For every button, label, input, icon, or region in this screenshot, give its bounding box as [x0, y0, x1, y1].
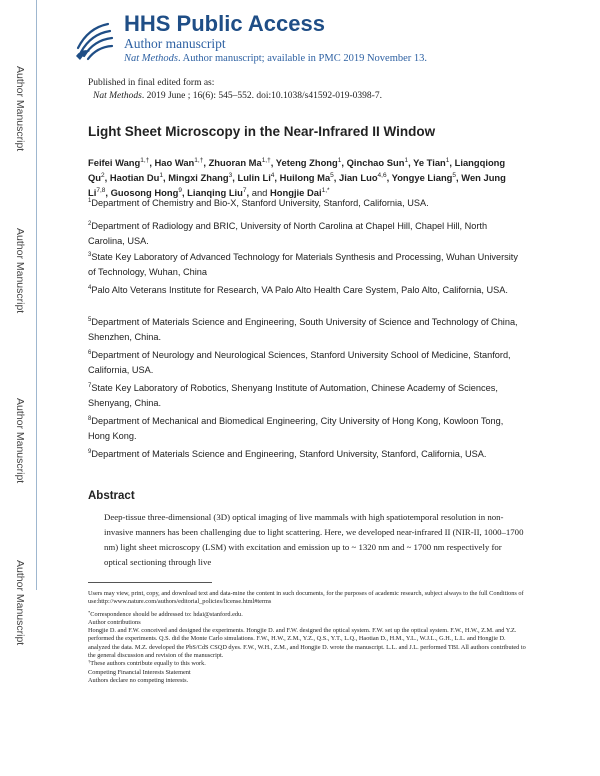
author-name: Guosong Hong — [110, 187, 179, 198]
footnotes — [88, 590, 528, 685]
contributions-text: Hongjie D. and F.W. conceived and designed the experiments. Hongjie D. and F.W. designed the optical system. F.W. set up the optical system. F.W., H.W., Z.M. and Y.Z. performed the experiments. Q.S. did the Monte Carlo simulations. F.W., H.W., Z.M., Y.Z., Q.S., Y.T., L.Q., Haotian D., H.M., Y.L., W.J.L., G.H., L.L. and Hongjie D. analyzed the data. M.Z. developed the PbS/CdS CSQD dyes. F.W., W.H., Z.M., and Hongjie D. wrote the manuscript. L.L. and J.L. performed TBI. All authors contributed to the general discussion and revision of the manuscript. — [88, 627, 526, 660]
hhs-eagle-logo-icon — [72, 18, 116, 62]
author-name: Yeteng Zhong — [275, 157, 338, 168]
affiliation-7 — [88, 381, 518, 411]
author-affiliation-marker: 1 — [445, 157, 450, 164]
affiliation-9 — [88, 447, 518, 462]
correspondence-mark: * — [88, 609, 91, 615]
correspondence-text: Correspondence should be addressed to: hdai@stanford.edu. — [90, 610, 243, 618]
affiliation-6 — [88, 348, 518, 378]
publication-info — [88, 77, 382, 103]
author-affiliation-marker: 7,8 — [96, 187, 106, 194]
abstract-heading: Abstract — [88, 490, 135, 502]
affiliation-number: 1 — [88, 198, 92, 204]
contributions-heading: Author contributions — [88, 618, 141, 626]
footnote-divider — [88, 582, 212, 583]
affiliation-number: 4 — [88, 285, 92, 291]
author-affiliation-marker: 4 — [270, 172, 275, 179]
author-entry — [339, 172, 387, 183]
terms-of-use: Users may view, print, copy, and download text and data-mine the content in such documents, for the purposes of academic research, subject always to the full Conditions of use:http://www.nature.com/authors/editorial_policies/license.html#terms — [88, 590, 524, 606]
author-entry — [276, 157, 342, 168]
author-name: Lianqing Liu — [187, 187, 243, 198]
author-name: Wen Jung Li — [88, 172, 506, 198]
availability-line — [124, 52, 544, 66]
affiliation-text: Department of Materials Science and Engineering, South University of Science and Technology of China, Shenzhen, China. — [88, 317, 518, 342]
author-affiliation-marker: 2 — [101, 172, 105, 179]
author-name: Huilong Ma — [279, 172, 331, 183]
affiliation-4 — [88, 283, 518, 298]
sidebar-author-manuscript-label: Author Manuscript — [14, 228, 26, 314]
author-affiliation-marker: 9 — [178, 187, 182, 194]
affiliation-text: Department of Neurology and Neurological Sciences, Stanford University School of Medicine, Stanford, California, USA. — [88, 350, 511, 375]
author-entry — [168, 172, 232, 183]
competing-interests-text: Authors declare no competing interests. — [88, 676, 189, 684]
competing-interests-heading: Competing Financial Interests Statement — [88, 668, 191, 676]
author-name: Yongye Liang — [391, 172, 453, 183]
author-name: Liangqiong Qu — [88, 157, 506, 183]
sidebar-divider — [36, 0, 37, 590]
author-name: Hao Wan — [154, 157, 195, 168]
author-affiliation-marker: 1,† — [140, 157, 150, 164]
author-affiliation-marker: 5 — [452, 172, 457, 179]
sidebar-author-manuscript-label: Author Manuscript — [14, 560, 26, 646]
affiliation-5 — [88, 315, 518, 345]
sidebar-author-manuscript-label: Author Manuscript — [14, 66, 26, 152]
author-affiliation-marker: 1,† — [261, 157, 271, 164]
author-name: Qinchao Sun — [346, 157, 405, 168]
author-entry — [280, 172, 334, 183]
affiliation-text: State Key Laboratory of Advanced Technology for Materials Synthesis and Processing, Wuhan University of Technology, Wuhan, China — [88, 252, 518, 277]
affiliation-1 — [88, 196, 518, 211]
affiliation-2 — [88, 219, 518, 249]
author-affiliation-marker: 7 — [242, 187, 247, 194]
author-name: Jian Luo — [339, 172, 378, 183]
author-name: Hongjie Dai — [270, 187, 322, 198]
affiliation-text: Palo Alto Veterans Institute for Research, VA Palo Alto Health Care System, Palo Alto, California, USA. — [91, 285, 508, 295]
correspondence-note — [88, 611, 528, 619]
author-name: Ye Tian — [413, 157, 446, 168]
author-name: Haotian Du — [109, 172, 160, 183]
author-entry — [155, 157, 204, 168]
citation-line — [88, 90, 382, 103]
affiliation-number: 6 — [88, 350, 92, 356]
affiliation-text: Department of Radiology and BRIC, University of North Carolina at Chapel Hill, Chapel Hill, North Carolina, USA. — [88, 221, 488, 246]
affiliation-text: Department of Materials Science and Engineering, Stanford University, Stanford, California, USA. — [91, 449, 487, 459]
equal-contribution-text: These authors contribute equally to this work. — [90, 660, 206, 668]
availability-journal: Nat Methods — [124, 53, 178, 64]
affiliation-3 — [88, 250, 518, 280]
author-entry — [392, 172, 456, 183]
affiliation-number: 8 — [88, 416, 92, 422]
author-entry — [347, 157, 408, 168]
article-title: Light Sheet Microscopy in the Near-Infrared II Window — [88, 124, 436, 139]
author-affiliation-marker: 1,† — [194, 157, 204, 164]
affiliation-number: 2 — [88, 221, 92, 227]
equal-contribution-note — [88, 660, 528, 668]
author-affiliation-marker: 1 — [404, 157, 409, 164]
sidebar-author-manuscript-label: Author Manuscript — [14, 398, 26, 484]
author-entry — [110, 172, 163, 183]
author-affiliation-marker: 3 — [228, 172, 233, 179]
author-affiliation-marker: 5 — [330, 172, 334, 179]
abstract-text: Deep-tissue three-dimensional (3D) optical imaging of live mammals with high spatiotemporal resolution in non-invasive manners has been challenging due to light scattering. Here, we developed near-infrared II (NIR-II, 1000–1700 nm) light sheet microscopy (LSM) with excitation and emission up to ~ 1320 nm and ~ 1700 nm respectively for optical sectioning through live — [104, 512, 524, 567]
author-list: Feifei Wang$^{1,\dagger}$, Hao Wan$^{1,\dagger}$, Zhuoran $Ma^{1,\dagger}$, Yeteng Zhong$^1$, Qinchao Sun$^1$, Ye Tian$^1$, Liangqiong Qu$^2$, Haotian Du$^1$, Mingxi Zhang$^3$, Lulin Li$^4$, Huilong Ma$^5$, Jian Luo$^{4,6}$, Yongye Liang$^5$, Wen Jung Li$^{7,8}$, Guosong Hong$^9$, Lianqing Liu$^7$, and Hongjie Dai$^{1,*}$ — [88, 157, 506, 198]
published-in-line: Published in final edited form as: — [88, 78, 215, 88]
author-affiliation-marker: 4,6 — [377, 172, 387, 179]
author-name: Feifei Wang — [88, 157, 141, 168]
citation-journal: Nat Methods — [93, 91, 142, 101]
author-name: Zhuoran Ma — [208, 157, 262, 168]
author-entry — [88, 157, 149, 168]
affiliation-number: 7 — [88, 383, 92, 389]
author-entry — [413, 157, 449, 168]
author-entry — [209, 157, 271, 168]
author-affiliation-marker: 1 — [337, 157, 342, 164]
author-conjunction: and — [251, 187, 268, 198]
affiliation-number: 5 — [88, 317, 92, 323]
affiliation-number: 9 — [88, 449, 92, 455]
affiliation-text: Department of Mechanical and Biomedical Engineering, City University of Hong Kong, Kowloon Tong, Hong Kong. — [88, 416, 504, 441]
affiliation-8 — [88, 414, 518, 444]
affiliation-number: 3 — [88, 252, 92, 258]
citation-details: . 2019 June ; 16(6): 545–552. doi:10.1038/s41592-019-0398-7. — [141, 91, 382, 101]
availability-text: . Author manuscript; available in PMC 2019 November 13. — [177, 53, 428, 64]
equal-contribution-mark: † — [88, 659, 91, 665]
author-affiliation-marker: 1 — [159, 172, 163, 179]
author-affiliation-marker: 1,* — [321, 187, 330, 194]
author-name: Lulin Li — [237, 172, 271, 183]
author-manuscript-subtitle: Author manuscript — [124, 36, 226, 51]
hhs-public-access-title: HHS Public Access — [124, 11, 325, 36]
author-name: Mingxi Zhang — [168, 172, 229, 183]
affiliation-text: State Key Laboratory of Robotics, Shenyang Institute of Automation, Chinese Academy of Sciences, Shenyang, China. — [88, 383, 498, 408]
author-entry — [237, 172, 274, 183]
affiliation-text: Department of Chemistry and Bio-X, Stanford University, Stanford, California, USA. — [91, 198, 429, 208]
